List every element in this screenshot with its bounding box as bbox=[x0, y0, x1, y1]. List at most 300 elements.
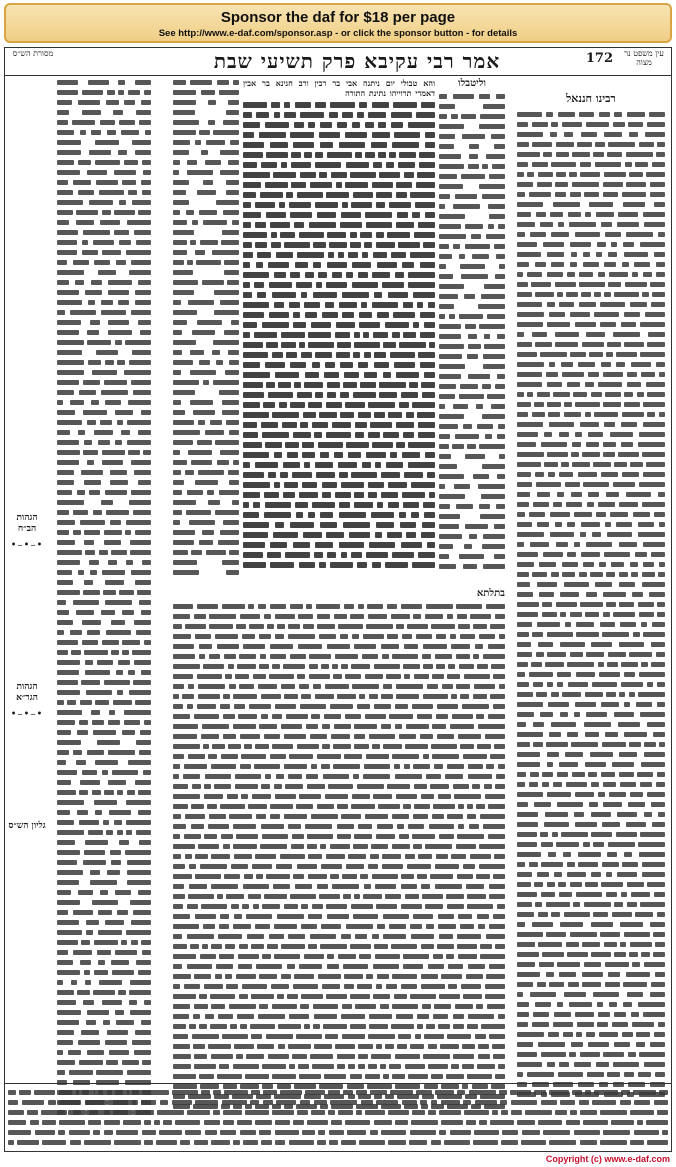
word-mark bbox=[198, 470, 224, 475]
word-mark bbox=[247, 934, 264, 939]
word-mark bbox=[617, 222, 639, 227]
word-mark bbox=[41, 1110, 65, 1115]
word-mark bbox=[418, 422, 435, 428]
word-mark bbox=[216, 200, 239, 205]
word-mark bbox=[494, 144, 505, 149]
word-mark bbox=[399, 152, 416, 158]
text-line bbox=[243, 440, 435, 449]
word-mark bbox=[290, 362, 306, 368]
word-mark bbox=[511, 1100, 537, 1105]
word-mark bbox=[494, 854, 505, 859]
word-mark bbox=[557, 962, 580, 967]
word-mark bbox=[377, 924, 385, 929]
word-mark bbox=[127, 870, 151, 875]
word-mark bbox=[570, 932, 597, 937]
text-line bbox=[173, 328, 239, 337]
word-mark bbox=[637, 772, 653, 777]
word-mark bbox=[101, 300, 113, 305]
word-mark bbox=[87, 330, 99, 335]
word-mark bbox=[314, 1100, 327, 1105]
word-mark bbox=[403, 332, 416, 338]
word-mark bbox=[421, 382, 435, 388]
word-mark bbox=[351, 552, 362, 558]
word-mark bbox=[517, 902, 532, 907]
text-line bbox=[173, 1012, 505, 1021]
text-line bbox=[243, 270, 435, 279]
word-mark bbox=[320, 142, 333, 148]
text-line bbox=[173, 278, 239, 287]
word-mark bbox=[630, 302, 647, 307]
word-mark bbox=[274, 954, 300, 959]
word-mark bbox=[430, 874, 453, 879]
word-mark bbox=[410, 252, 435, 258]
word-mark bbox=[173, 550, 188, 555]
word-mark bbox=[517, 592, 533, 597]
word-mark bbox=[210, 1024, 227, 1029]
word-mark bbox=[473, 654, 479, 659]
word-mark bbox=[80, 130, 86, 135]
word-mark bbox=[497, 374, 505, 379]
word-mark bbox=[495, 944, 505, 949]
sponsor-banner[interactable] bbox=[4, 3, 672, 43]
word-mark bbox=[304, 382, 323, 388]
text-line bbox=[57, 528, 151, 537]
word-mark bbox=[346, 864, 364, 869]
word-mark bbox=[243, 522, 269, 528]
word-mark bbox=[463, 564, 477, 569]
word-mark bbox=[312, 904, 323, 909]
word-mark bbox=[173, 624, 182, 629]
word-mark bbox=[651, 802, 665, 807]
word-mark bbox=[651, 642, 665, 647]
word-mark bbox=[219, 390, 239, 395]
word-mark bbox=[591, 872, 601, 877]
word-mark bbox=[414, 674, 429, 679]
word-mark bbox=[571, 1042, 583, 1047]
word-mark bbox=[121, 940, 127, 945]
word-mark bbox=[483, 364, 505, 369]
word-mark bbox=[248, 894, 261, 899]
word-mark bbox=[191, 804, 204, 809]
word-mark bbox=[608, 282, 621, 287]
word-mark bbox=[410, 192, 435, 198]
word-mark bbox=[605, 232, 621, 237]
word-mark bbox=[622, 1032, 633, 1037]
word-mark bbox=[173, 560, 197, 565]
word-mark bbox=[94, 970, 108, 975]
word-mark bbox=[134, 620, 151, 625]
word-mark bbox=[372, 562, 381, 568]
word-mark bbox=[141, 180, 151, 185]
word-mark bbox=[581, 552, 600, 557]
word-mark bbox=[343, 964, 368, 969]
word-mark bbox=[517, 412, 528, 417]
word-mark bbox=[559, 892, 572, 897]
word-mark bbox=[362, 654, 378, 659]
page-title: אמר רבי עקיבא פרק תשיעי שבת bbox=[213, 49, 501, 73]
word-mark bbox=[399, 342, 426, 348]
word-mark bbox=[129, 500, 151, 505]
text-line bbox=[243, 190, 435, 199]
word-mark bbox=[542, 782, 549, 787]
word-mark bbox=[126, 830, 132, 835]
text-line bbox=[173, 208, 239, 217]
word-mark bbox=[337, 694, 356, 699]
word-mark bbox=[517, 892, 537, 897]
word-mark bbox=[201, 150, 208, 155]
word-mark bbox=[630, 562, 638, 567]
word-mark bbox=[537, 492, 550, 497]
word-mark bbox=[585, 382, 594, 387]
sponsor-details[interactable]: See http://www.e-daf.com/sponsor.asp - or click the sponsor button - for details bbox=[158, 28, 518, 39]
word-mark bbox=[402, 634, 412, 639]
word-mark bbox=[620, 1100, 631, 1105]
text-line bbox=[57, 848, 151, 857]
word-mark bbox=[488, 204, 505, 209]
word-mark bbox=[370, 422, 392, 428]
word-mark bbox=[441, 1100, 460, 1105]
word-mark bbox=[173, 180, 189, 185]
word-mark bbox=[320, 522, 337, 528]
word-mark bbox=[221, 240, 239, 245]
word-mark bbox=[586, 122, 609, 127]
word-mark bbox=[606, 352, 613, 357]
word-mark bbox=[246, 1054, 264, 1059]
word-mark bbox=[284, 242, 310, 248]
word-mark bbox=[642, 872, 665, 877]
word-mark bbox=[456, 604, 482, 609]
word-mark bbox=[559, 472, 573, 477]
word-mark bbox=[139, 750, 151, 755]
word-mark bbox=[272, 1110, 294, 1115]
word-mark bbox=[495, 384, 505, 389]
text-line bbox=[517, 630, 665, 639]
word-mark bbox=[567, 552, 576, 557]
text-line bbox=[517, 670, 665, 679]
word-mark bbox=[583, 262, 599, 267]
text-line bbox=[439, 282, 505, 291]
word-mark bbox=[555, 332, 579, 337]
word-mark bbox=[92, 900, 118, 905]
text-line bbox=[517, 440, 665, 449]
word-mark bbox=[228, 744, 241, 749]
word-mark bbox=[255, 924, 270, 929]
word-mark bbox=[383, 432, 399, 438]
word-mark bbox=[95, 760, 118, 765]
word-mark bbox=[105, 580, 124, 585]
word-mark bbox=[110, 480, 128, 485]
word-mark bbox=[425, 844, 452, 849]
word-mark bbox=[586, 712, 607, 717]
word-mark bbox=[393, 312, 415, 318]
word-mark bbox=[327, 552, 336, 558]
word-mark bbox=[582, 982, 601, 987]
word-mark bbox=[568, 982, 579, 987]
word-mark bbox=[380, 1064, 386, 1069]
word-mark bbox=[135, 580, 151, 585]
word-mark bbox=[105, 360, 114, 365]
word-mark bbox=[493, 874, 505, 879]
word-mark bbox=[243, 122, 260, 128]
word-mark bbox=[479, 844, 505, 849]
word-mark bbox=[568, 212, 581, 217]
word-mark bbox=[309, 222, 336, 228]
word-mark bbox=[121, 430, 130, 435]
word-mark bbox=[243, 372, 270, 378]
word-mark bbox=[173, 400, 181, 405]
word-mark bbox=[651, 302, 665, 307]
word-mark bbox=[265, 362, 285, 368]
word-mark bbox=[581, 292, 591, 297]
word-mark bbox=[469, 154, 478, 159]
word-mark bbox=[374, 944, 388, 949]
word-mark bbox=[96, 180, 118, 185]
word-mark bbox=[460, 634, 475, 639]
word-mark bbox=[127, 880, 151, 885]
word-mark bbox=[439, 274, 453, 279]
word-mark bbox=[537, 522, 549, 527]
text-line bbox=[57, 918, 151, 927]
word-mark bbox=[623, 982, 647, 987]
word-mark bbox=[429, 342, 435, 348]
word-mark bbox=[243, 362, 260, 368]
word-mark bbox=[553, 502, 562, 507]
text-line bbox=[173, 548, 239, 557]
word-mark bbox=[69, 1070, 93, 1075]
word-mark bbox=[553, 392, 570, 397]
word-mark bbox=[214, 290, 239, 295]
word-mark bbox=[357, 984, 372, 989]
word-mark bbox=[215, 974, 222, 979]
word-mark bbox=[106, 510, 129, 515]
word-mark bbox=[270, 754, 286, 759]
word-mark bbox=[57, 1010, 81, 1015]
word-mark bbox=[541, 842, 553, 847]
word-mark bbox=[406, 412, 414, 418]
word-mark bbox=[350, 232, 357, 238]
word-mark bbox=[230, 140, 239, 145]
word-mark bbox=[102, 570, 125, 575]
word-mark bbox=[585, 732, 599, 737]
text-line bbox=[57, 748, 151, 757]
word-mark bbox=[532, 412, 545, 417]
word-mark bbox=[279, 202, 285, 208]
word-mark bbox=[391, 944, 417, 949]
word-mark bbox=[81, 680, 100, 685]
word-mark bbox=[267, 552, 281, 558]
word-mark bbox=[585, 692, 603, 697]
word-mark bbox=[224, 270, 239, 275]
word-mark bbox=[289, 1140, 314, 1145]
word-mark bbox=[647, 392, 665, 397]
word-mark bbox=[517, 432, 538, 437]
text-line bbox=[173, 852, 505, 861]
word-mark bbox=[92, 720, 104, 725]
word-mark bbox=[611, 562, 624, 567]
word-mark bbox=[342, 874, 357, 879]
word-mark bbox=[208, 120, 215, 125]
text-line bbox=[439, 182, 505, 191]
word-mark bbox=[195, 250, 205, 255]
word-mark bbox=[192, 784, 201, 789]
word-mark bbox=[330, 704, 353, 709]
word-mark bbox=[90, 320, 100, 325]
word-mark bbox=[241, 754, 266, 759]
word-mark bbox=[262, 904, 280, 909]
word-mark bbox=[173, 100, 196, 105]
word-mark bbox=[269, 934, 284, 939]
word-mark bbox=[479, 1120, 487, 1125]
word-mark bbox=[115, 340, 122, 345]
word-mark bbox=[439, 114, 447, 119]
word-mark bbox=[567, 952, 588, 957]
word-mark bbox=[187, 904, 198, 909]
word-mark bbox=[389, 202, 411, 208]
word-mark bbox=[467, 904, 493, 909]
text-line bbox=[517, 810, 665, 819]
word-mark bbox=[555, 522, 562, 527]
word-mark bbox=[243, 182, 261, 188]
word-mark bbox=[491, 134, 505, 139]
word-mark bbox=[197, 320, 222, 325]
word-mark bbox=[357, 704, 370, 709]
word-mark bbox=[57, 160, 74, 165]
word-mark bbox=[57, 980, 63, 985]
word-mark bbox=[237, 1120, 252, 1125]
word-mark bbox=[463, 754, 487, 759]
word-mark bbox=[343, 894, 351, 899]
word-mark bbox=[637, 1120, 643, 1125]
word-mark bbox=[261, 824, 284, 829]
word-mark bbox=[346, 924, 373, 929]
word-mark bbox=[125, 850, 151, 855]
word-mark bbox=[81, 470, 103, 475]
word-mark bbox=[183, 774, 200, 779]
text-line bbox=[517, 580, 665, 589]
word-mark bbox=[597, 1002, 603, 1007]
word-mark bbox=[654, 1100, 668, 1105]
text-line bbox=[8, 1128, 668, 1137]
word-mark bbox=[488, 224, 494, 229]
divider: •–•–• bbox=[10, 540, 44, 551]
word-mark bbox=[623, 1002, 632, 1007]
word-mark bbox=[274, 482, 280, 488]
word-mark bbox=[629, 652, 652, 657]
text-line bbox=[173, 642, 505, 651]
word-mark bbox=[608, 652, 626, 657]
word-mark bbox=[598, 792, 605, 797]
word-mark bbox=[581, 132, 597, 137]
word-mark bbox=[438, 1024, 450, 1029]
word-mark bbox=[57, 520, 75, 525]
word-mark bbox=[385, 894, 401, 899]
word-mark bbox=[585, 412, 591, 417]
text-line bbox=[517, 510, 665, 519]
word-mark bbox=[642, 292, 649, 297]
word-mark bbox=[327, 232, 346, 238]
word-mark bbox=[465, 324, 476, 329]
word-mark bbox=[103, 590, 116, 595]
copyright-link[interactable]: Copyright (c) www.e-daf.com bbox=[545, 1154, 670, 1164]
word-mark bbox=[337, 804, 348, 809]
word-mark bbox=[112, 970, 134, 975]
word-mark bbox=[269, 674, 294, 679]
word-mark bbox=[199, 654, 205, 659]
word-mark bbox=[130, 540, 151, 545]
word-mark bbox=[631, 362, 651, 367]
word-mark bbox=[375, 954, 400, 959]
word-mark bbox=[353, 392, 376, 398]
word-mark bbox=[387, 604, 397, 609]
word-mark bbox=[275, 634, 284, 639]
text-line bbox=[57, 578, 151, 587]
word-mark bbox=[603, 402, 621, 407]
word-mark bbox=[517, 702, 543, 707]
word-mark bbox=[496, 94, 505, 99]
word-mark bbox=[385, 1044, 394, 1049]
word-mark bbox=[268, 1054, 289, 1059]
word-mark bbox=[115, 1090, 129, 1095]
text-line bbox=[439, 302, 505, 311]
word-mark bbox=[243, 342, 263, 348]
word-mark bbox=[606, 602, 616, 607]
word-mark bbox=[517, 962, 535, 967]
text-line bbox=[243, 500, 435, 509]
word-mark bbox=[340, 634, 348, 639]
text-line bbox=[173, 458, 239, 467]
text-line bbox=[517, 970, 665, 979]
word-mark bbox=[582, 342, 604, 347]
word-mark bbox=[422, 392, 435, 398]
sponsor-headline[interactable]: Sponsor the daf for $18 per page bbox=[220, 9, 456, 26]
word-mark bbox=[441, 1120, 463, 1125]
word-mark bbox=[338, 954, 356, 959]
text-line bbox=[173, 1062, 505, 1071]
word-mark bbox=[566, 292, 578, 297]
word-mark bbox=[517, 202, 543, 207]
word-mark bbox=[194, 614, 206, 619]
word-mark bbox=[135, 290, 151, 295]
word-mark bbox=[98, 440, 110, 445]
word-mark bbox=[302, 442, 314, 448]
word-mark bbox=[426, 1024, 435, 1029]
word-mark bbox=[634, 262, 650, 267]
word-mark bbox=[256, 112, 269, 118]
word-mark bbox=[565, 622, 571, 627]
word-mark bbox=[173, 894, 185, 899]
text-line bbox=[439, 212, 505, 221]
word-mark bbox=[288, 624, 300, 629]
word-mark bbox=[93, 730, 116, 735]
word-mark bbox=[90, 870, 100, 875]
text-line bbox=[517, 290, 665, 299]
word-mark bbox=[84, 580, 93, 585]
text-line bbox=[57, 488, 151, 497]
word-mark bbox=[57, 140, 81, 145]
text-line bbox=[243, 530, 435, 539]
word-mark bbox=[108, 320, 129, 325]
word-mark bbox=[91, 400, 99, 405]
word-mark bbox=[320, 944, 347, 949]
word-mark bbox=[228, 664, 234, 669]
word-mark bbox=[403, 302, 413, 308]
text-line bbox=[439, 552, 505, 561]
word-mark bbox=[127, 790, 135, 795]
word-mark bbox=[445, 774, 463, 779]
word-mark bbox=[467, 894, 486, 899]
word-mark bbox=[517, 172, 524, 177]
word-mark bbox=[579, 572, 587, 577]
